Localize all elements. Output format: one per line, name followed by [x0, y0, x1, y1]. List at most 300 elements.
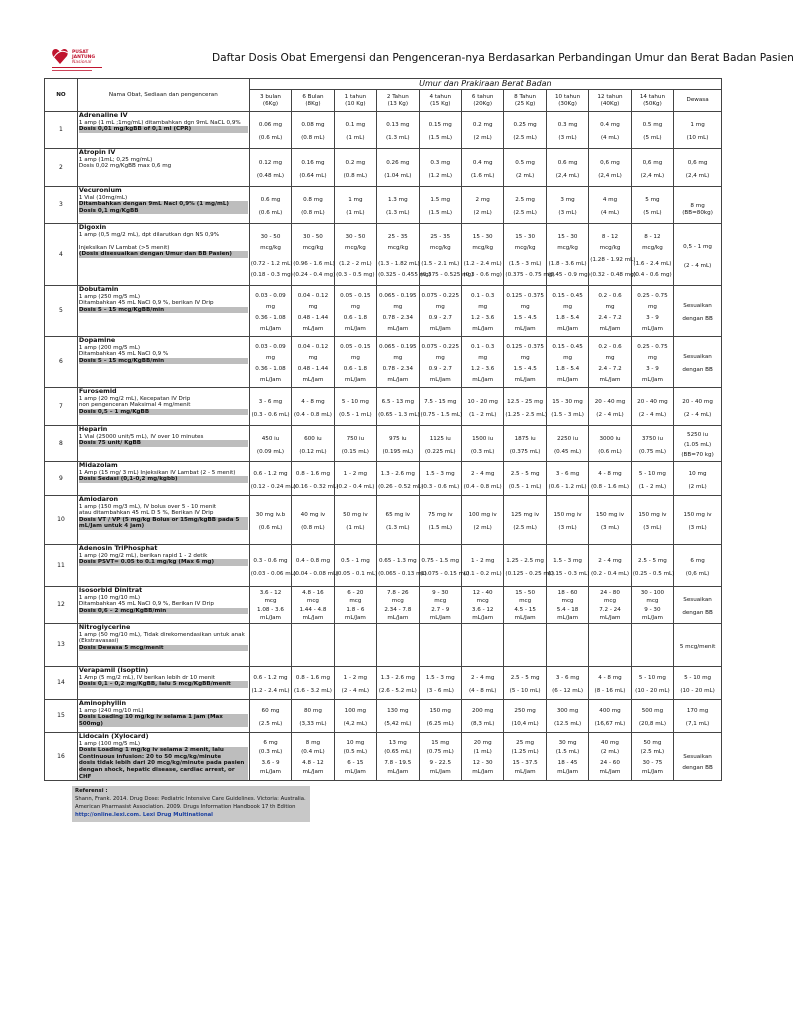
dose-line: (1.3 mL) — [386, 210, 410, 216]
drug-row — [45, 545, 722, 587]
adult-dose-cell — [674, 624, 722, 667]
adult-dose-cell — [674, 388, 722, 426]
drug-name: Dopamine — [78, 336, 116, 344]
dose-line: (3 mL) — [688, 525, 707, 531]
dose-cell — [589, 587, 631, 624]
dose-line: 1.5 - 4.5 — [513, 366, 537, 373]
dose-line: 60 mg — [261, 708, 280, 715]
dose-cell — [589, 545, 631, 587]
dose-line: (3,33 mL) — [299, 721, 327, 727]
drug-cell — [77, 286, 249, 337]
dose-line: 2.5 mg — [515, 197, 535, 204]
dose-line: (2.5 mL) — [513, 525, 537, 531]
dose-line: 24 - 60 — [600, 759, 620, 766]
dose-line: mL/Jam — [514, 377, 536, 384]
age-header — [546, 90, 588, 112]
dose-line: mL/Jam — [344, 326, 366, 333]
drug-row — [45, 462, 722, 496]
dose-line: (1 mL) — [346, 135, 365, 141]
dose-line: 15 mg — [431, 740, 450, 747]
dose-line: 0,6 mg — [642, 159, 663, 166]
dose-line: mcg/kg — [345, 245, 366, 252]
dose-line: 0.1 - 0.3 — [471, 343, 495, 350]
dose-note: Dosis 5 – 15 mcg/KgBB/min — [79, 307, 248, 314]
row-number: 14 — [45, 667, 78, 700]
dose-line: 1.3 mg — [387, 197, 408, 204]
dose-cell — [292, 286, 334, 337]
dose-line: mg — [647, 355, 657, 362]
dose-line: 0.78 - 2.34 — [382, 366, 414, 373]
dose-line: mg — [435, 304, 445, 311]
adult-dose-cell — [674, 224, 722, 286]
dose-cell — [377, 224, 431, 286]
dose-line: (0.75 mL) — [426, 748, 454, 755]
dose-cell — [419, 286, 461, 337]
age-label: 2 Tahun — [386, 93, 409, 100]
dose-line: 8 mg (BB=80kg) — [682, 203, 713, 216]
drug-row — [45, 733, 722, 781]
dose-line: (0.3 - 0.6 mg) — [463, 272, 502, 279]
dose-cell — [461, 388, 503, 426]
dose-line: (2.5 mL) — [640, 748, 665, 755]
dose-line: 4 - 8 mg — [301, 398, 325, 405]
dose-line: (4,2 mL) — [343, 721, 368, 727]
dose-cell — [377, 426, 419, 462]
dose-line: (3 mL) — [558, 525, 577, 531]
weight-label: (40Kg) — [600, 100, 620, 107]
col-no-header: NO — [45, 79, 78, 112]
dose-line: 0.8 - 1.6 mg — [295, 470, 331, 477]
dose-line: 0.06 mg — [258, 122, 283, 129]
dose-line: 0.26 mg — [386, 159, 410, 166]
drug-row — [45, 624, 722, 667]
dose-line: 1 mg — [690, 122, 705, 129]
dose-line: 0.78 - 2.34 — [382, 315, 414, 322]
age-label: 1 tahun — [344, 93, 367, 100]
dose-cell — [461, 700, 503, 733]
dose-line: 18 - 60 — [557, 590, 578, 597]
dose-line: 0.36 - 1.08 — [255, 366, 286, 373]
dose-cell — [461, 149, 503, 187]
dose-cell — [546, 733, 588, 781]
drug-description: 1 amp (1 mL ;1mg/mL) ditambahkan dgn 9mL NaCL 0,9% — [78, 119, 241, 126]
dose-line: 15 - 37.5 — [512, 759, 538, 766]
dose-line: 2.5 - 5 mg — [510, 470, 540, 477]
drug-name: Adenosin TriPhosphat — [78, 544, 158, 552]
age-header — [461, 90, 503, 112]
dose-line: 0.25 - 0.75 — [637, 292, 668, 299]
dose-line: (1.5 mL) — [555, 748, 580, 755]
dose-cell — [292, 587, 334, 624]
dose-line: (0.15 - 0.3 mL) — [547, 570, 590, 577]
dose-line: 30 mg iv.b — [255, 512, 286, 519]
dose-line: 125 mg iv — [511, 512, 540, 519]
dose-line: 0.6 - 1.8 — [343, 366, 368, 373]
dose-line: (0.32 - 0.48 mg) — [590, 272, 636, 279]
dose-cell — [504, 587, 546, 624]
dose-line: (0.5 mL) — [343, 748, 368, 755]
dose-cell — [589, 187, 631, 224]
dose-line: 0.05 - 0.15 — [340, 292, 371, 299]
drug-row — [45, 337, 722, 388]
dose-cell — [461, 187, 503, 224]
dose-cell — [249, 112, 291, 149]
dose-line: 0.4 - 0.8 mg — [295, 557, 331, 564]
dose-line: (7,1 mL) — [685, 721, 710, 727]
dose-cell — [504, 545, 555, 587]
dose-cell — [504, 337, 546, 388]
dose-line: 15 - 30 — [515, 234, 536, 241]
dose-line: 3000 iu — [599, 435, 621, 442]
dose-line: (0.6 mL) — [598, 448, 622, 455]
dose-line: (0.64 mL) — [299, 172, 327, 179]
dose-line: 2.5 - 5 mg — [638, 557, 667, 564]
dose-line: 0.075 - 0.225 — [421, 292, 460, 299]
dose-line: 200 mg — [471, 708, 494, 715]
dose-line: (16,67 mL) — [594, 721, 626, 727]
dose-line: 1.8 - 5.4 — [555, 315, 580, 322]
dose-cell — [334, 426, 376, 462]
dose-line: 0.065 - 0.195 — [379, 343, 417, 350]
dose-line: mL/Jam — [302, 326, 324, 333]
dose-line: 4.5 - 15 — [514, 606, 536, 613]
dose-line: mL/Jam — [599, 377, 621, 384]
dose-note: Dosis 5 – 15 mcg/KgBB/min — [79, 358, 248, 365]
dose-line: (3 mL) — [558, 135, 577, 141]
dose-line: 1875 iu — [514, 435, 536, 442]
row-number: 4 — [45, 224, 78, 286]
dose-line: 250 mg — [514, 708, 536, 715]
dose-line: 15 - 30 — [557, 234, 578, 241]
dose-cell — [631, 149, 673, 187]
dose-line: (6 - 12 mL) — [552, 688, 584, 694]
row-number: 3 — [45, 187, 78, 224]
dose-cell — [461, 337, 503, 388]
dose-line: mcg — [434, 598, 447, 605]
dose-line: 0.6 mg — [557, 159, 578, 166]
dose-line: Sesuaikan — [683, 303, 712, 310]
row-number: 11 — [45, 545, 78, 587]
dose-line: (1.28 - 1.92 mL) — [590, 256, 636, 263]
dose-cell — [249, 496, 291, 545]
dose-cell — [249, 624, 291, 667]
dose-line: 3 - 9 — [646, 366, 659, 373]
row-number: 15 — [45, 700, 78, 733]
drug-cell — [77, 624, 249, 667]
dose-cell — [292, 337, 334, 388]
adult-dose-cell — [674, 733, 722, 781]
dose-line: (3 mL) — [558, 210, 577, 216]
dose-line: (0.75 mL) — [638, 448, 667, 455]
dose-line: 30 - 50 — [303, 234, 323, 241]
dose-line: 3 - 6 mg — [258, 398, 283, 405]
dose-line: mL/Jam — [260, 377, 281, 384]
dose-cell — [377, 337, 419, 388]
dose-cell — [334, 337, 376, 388]
dose-line: (0.09 mL) — [256, 448, 285, 455]
dose-line: (2 - 4 mL) — [683, 262, 712, 269]
dose-line: 20 mg — [473, 740, 492, 747]
dose-line: (2 - 4 mL) — [683, 411, 712, 418]
dose-line: (4 mL) — [600, 210, 620, 216]
dose-line: 30 - 75 — [642, 759, 663, 766]
dose-line: mL/Jam — [429, 615, 451, 622]
dose-line: (0.4 - 0.8 mL) — [293, 411, 332, 418]
dose-line: (0.65 - 1.3 mL) — [378, 411, 420, 418]
dose-line: (10 - 20 mL) — [680, 688, 715, 694]
dose-line: mcg/kg — [557, 245, 578, 252]
dose-cell — [292, 545, 339, 587]
dose-line: 100 mg — [344, 708, 367, 715]
dose-line: (2.6 - 5.2 mL) — [378, 688, 417, 694]
row-number: 16 — [45, 733, 78, 781]
dose-line: 0.6 - 1.2 mg — [253, 675, 288, 682]
dose-table — [44, 78, 722, 781]
dose-cell — [334, 187, 376, 224]
dose-line: Sesuaikan — [683, 597, 712, 604]
dose-line: (0.195 mL) — [382, 448, 414, 455]
weight-label: (20Kg) — [473, 100, 493, 107]
dose-line: mL/Jam — [599, 326, 621, 333]
dose-line: 0.48 - 1.44 — [297, 366, 329, 373]
dose-cell — [249, 337, 291, 388]
dose-line: (1.5 mL) — [428, 210, 453, 216]
drug-description: 1 Amp (5 mg/2 mL), IV berikan lebih dr 10 menit — [78, 674, 216, 681]
dose-line: 2 - 4 mg — [470, 470, 495, 477]
dose-note: Dosis 0,6 – 2 mcg/KgBB/min — [79, 608, 248, 615]
dose-cell — [292, 112, 334, 149]
dose-cell — [419, 496, 461, 545]
dose-line: mL/Jam — [260, 326, 281, 333]
drug-name: Dobutamin — [78, 285, 119, 293]
dose-cell — [292, 733, 334, 781]
dose-line: 8 - 12 — [601, 234, 619, 241]
dose-cell — [292, 667, 334, 700]
dose-line: 5 - 10 mg — [638, 675, 666, 682]
dose-line: 150 mg iv — [595, 512, 625, 519]
dose-line: (20,8 mL) — [638, 721, 667, 727]
dose-cell — [504, 388, 546, 426]
age-header — [419, 90, 461, 112]
dose-line: 0.65 - 1.3 mg — [378, 557, 417, 564]
drug-row — [45, 587, 722, 624]
dose-line: 5.4 - 18 — [556, 606, 579, 613]
dose-cell — [546, 337, 588, 388]
dose-line: (2,4 mL) — [640, 172, 665, 179]
dose-cell — [631, 587, 673, 624]
dose-cell — [589, 462, 631, 496]
drug-cell — [77, 426, 249, 462]
dose-cell — [419, 388, 461, 426]
dose-line: 3.6 - 9 — [261, 759, 280, 766]
dose-line: (1 mL) — [346, 210, 365, 216]
dose-cell — [419, 587, 461, 624]
dose-line: (0.12 - 0.24 mL) — [250, 483, 296, 490]
dose-line: (2,4 mL) — [555, 172, 580, 179]
dose-cell — [249, 187, 291, 224]
reference-link[interactable]: http://online.lexi.com. Lexi Drug Multinational — [75, 811, 213, 818]
dose-line: mcg/kg — [599, 245, 621, 252]
dose-cell — [292, 388, 334, 426]
drug-name: Atropin IV — [78, 148, 116, 156]
dose-line: 20 - 40 mg — [682, 398, 713, 405]
dose-line: mL/Jam — [472, 326, 494, 333]
adult-header: Dewasa — [674, 90, 722, 112]
dose-line: mg — [520, 355, 530, 362]
dose-cell — [631, 112, 673, 149]
dose-line: 2250 iu — [557, 435, 579, 442]
dose-line: (1 mL) — [473, 748, 492, 755]
dose-line: mL/Jam — [514, 768, 536, 775]
age-label: 12 tahun — [597, 93, 623, 100]
dose-cell — [631, 388, 673, 426]
weight-label: (6Kg) — [262, 100, 279, 107]
dose-line: (8,3 mL) — [470, 721, 495, 727]
dose-line: mL/Jam — [557, 326, 579, 333]
dose-line: 0.3 - 0.6 mg — [253, 557, 288, 564]
drug-description: 1 amp (20 mg/2 mL), Kecepatan IV Drip non pengenceran Maksimal 4 mg/menit — [78, 395, 191, 409]
dose-line: 50 mg iv — [343, 512, 368, 519]
dose-cell — [589, 733, 631, 781]
dose-cell — [419, 733, 461, 781]
dose-cell — [504, 224, 555, 286]
dose-line: (0.125 - 0.25 mL) — [505, 570, 555, 577]
dose-cell — [249, 462, 296, 496]
dose-line: 4.8 - 16 — [302, 590, 324, 597]
dose-line: mcg/kg — [472, 245, 494, 252]
dose-cell — [377, 733, 419, 781]
drug-cell — [77, 700, 249, 733]
dose-line: (1 - 2 mL) — [468, 411, 497, 418]
dose-line: 150 mg iv — [553, 512, 582, 519]
dose-line: (0.325 - 0.455 mg) — [378, 272, 431, 279]
dose-line: mL/Jam — [599, 615, 621, 622]
dose-line: 1.5 - 3 mg — [425, 470, 455, 477]
dose-cell — [377, 545, 427, 587]
dose-line: 0.6 mg — [260, 197, 281, 204]
dose-cell — [292, 624, 334, 667]
dose-line: (0.05 - 0.1 mL) — [335, 570, 378, 577]
dose-line: 25 - 35 — [430, 234, 451, 241]
dose-cell — [334, 286, 376, 337]
dose-line: (0.16 - 0.32 mL) — [293, 483, 339, 490]
dose-line: 2.4 - 7.2 — [598, 366, 622, 373]
dose-cell — [631, 286, 673, 337]
dose-line: 2 - 4 mg — [598, 557, 622, 564]
drug-name: Isosorbid Dinitrat — [78, 586, 143, 594]
dose-line: (1 - 2 mL) — [638, 483, 667, 490]
dose-line: 1 mg — [348, 197, 363, 204]
dose-cell — [461, 624, 503, 667]
dose-line: (2 - 4 mL) — [341, 688, 370, 694]
dose-cell — [631, 496, 673, 545]
dose-line: 0.2 mg — [472, 122, 493, 129]
dose-line: (1.6 mL) — [470, 172, 495, 179]
dose-line: 1.8 - 5.4 — [555, 366, 580, 373]
dose-line: mcg — [476, 598, 489, 605]
dose-cell — [504, 149, 546, 187]
drug-description: 1 amp (150 mg/3 mL), IV bolus over 5 - 10 menit atau ditambahkan 45 mL D 5 %, Berikan IV Drip — [78, 503, 217, 517]
dose-line: 24 - 80 — [600, 590, 620, 597]
dose-line: mL/Jam — [260, 615, 281, 622]
drug-cell — [77, 224, 249, 286]
drug-description: 1 amp (250 mg/5 mL) Ditambahkan 45 mL NaCl 0,9 %, berikan IV Drip — [78, 293, 214, 307]
dose-line: 1.8 - 6 — [346, 606, 365, 613]
dose-cell — [249, 286, 291, 337]
drug-row — [45, 149, 722, 187]
dose-cell — [546, 462, 588, 496]
dose-line: mL/Jam — [472, 377, 494, 384]
dose-line: (0.26 - 0.52 mL) — [378, 483, 424, 490]
dose-line: mcg/kg — [642, 245, 663, 252]
dose-line: (0.03 - 0.06 mL) — [250, 570, 296, 577]
dose-line: mL/Jam — [429, 326, 451, 333]
drug-cell — [77, 667, 249, 700]
dose-cell — [631, 337, 673, 388]
dose-cell — [249, 149, 291, 187]
dose-line: mg — [308, 304, 318, 311]
dose-line: mcg — [391, 598, 404, 605]
dose-line: (0.8 mL) — [301, 525, 325, 531]
drug-name: Amiodaron — [78, 495, 119, 503]
dose-line: 4 - 8 mg — [598, 470, 622, 477]
adult-dose-cell — [674, 187, 722, 224]
dose-cell — [377, 112, 419, 149]
row-number: 6 — [45, 337, 78, 388]
drug-row — [45, 224, 722, 286]
dose-line: 0.12 mg — [258, 159, 283, 166]
dose-line: 9 - 30 — [644, 606, 661, 613]
dose-cell — [334, 587, 376, 624]
age-header — [334, 90, 376, 112]
dose-line: 8 - 12 — [644, 234, 661, 241]
dose-line: mcg/kg — [429, 245, 451, 252]
dose-line: mL/Jam — [557, 615, 579, 622]
dose-line: (0.6 mL) — [258, 525, 283, 531]
dose-line: 1.5 - 4.5 — [513, 315, 537, 322]
dose-line: mL/Jam — [429, 768, 451, 775]
dose-cell — [249, 700, 291, 733]
dose-line: 1.44 - 4.8 — [299, 606, 327, 613]
age-label: 3 bulan — [260, 93, 281, 100]
weight-label: (10 Kg) — [345, 100, 366, 107]
age-label: 4 tahun — [429, 93, 452, 100]
dose-line: 0.75 - 1.5 mg — [421, 557, 460, 564]
dose-line: (0.04 - 0.08 mL) — [293, 570, 339, 577]
drug-name: Heparin — [78, 425, 108, 433]
dose-line: (5,42 mL) — [384, 721, 412, 727]
dose-line: mcg/kg — [514, 245, 536, 252]
dose-line: 1.5 mg — [430, 197, 451, 204]
dose-line: 10 mg — [346, 740, 365, 747]
dose-line: 12 - 30 — [472, 759, 493, 766]
dose-line: mL/Jam — [387, 615, 409, 622]
dose-cell — [546, 587, 588, 624]
dose-cell — [419, 700, 461, 733]
dose-cell — [631, 224, 673, 286]
adult-dose-cell — [674, 426, 722, 462]
dose-line: (0.45 - 0.9 mg) — [547, 272, 590, 279]
weight-label: (50Kg) — [643, 100, 662, 107]
weight-label: (30Kg) — [558, 100, 577, 107]
col-name-header: Nama Obat, Sediaan dan pengenceran — [77, 79, 249, 112]
dose-line: (0,6 mL) — [685, 570, 710, 577]
drug-cell — [77, 496, 249, 545]
dose-line: (0.6 mL) — [258, 135, 283, 141]
dose-line: mg — [435, 355, 445, 362]
dose-line: 6 mg — [690, 557, 705, 564]
dose-line: 40 mg — [601, 740, 619, 747]
